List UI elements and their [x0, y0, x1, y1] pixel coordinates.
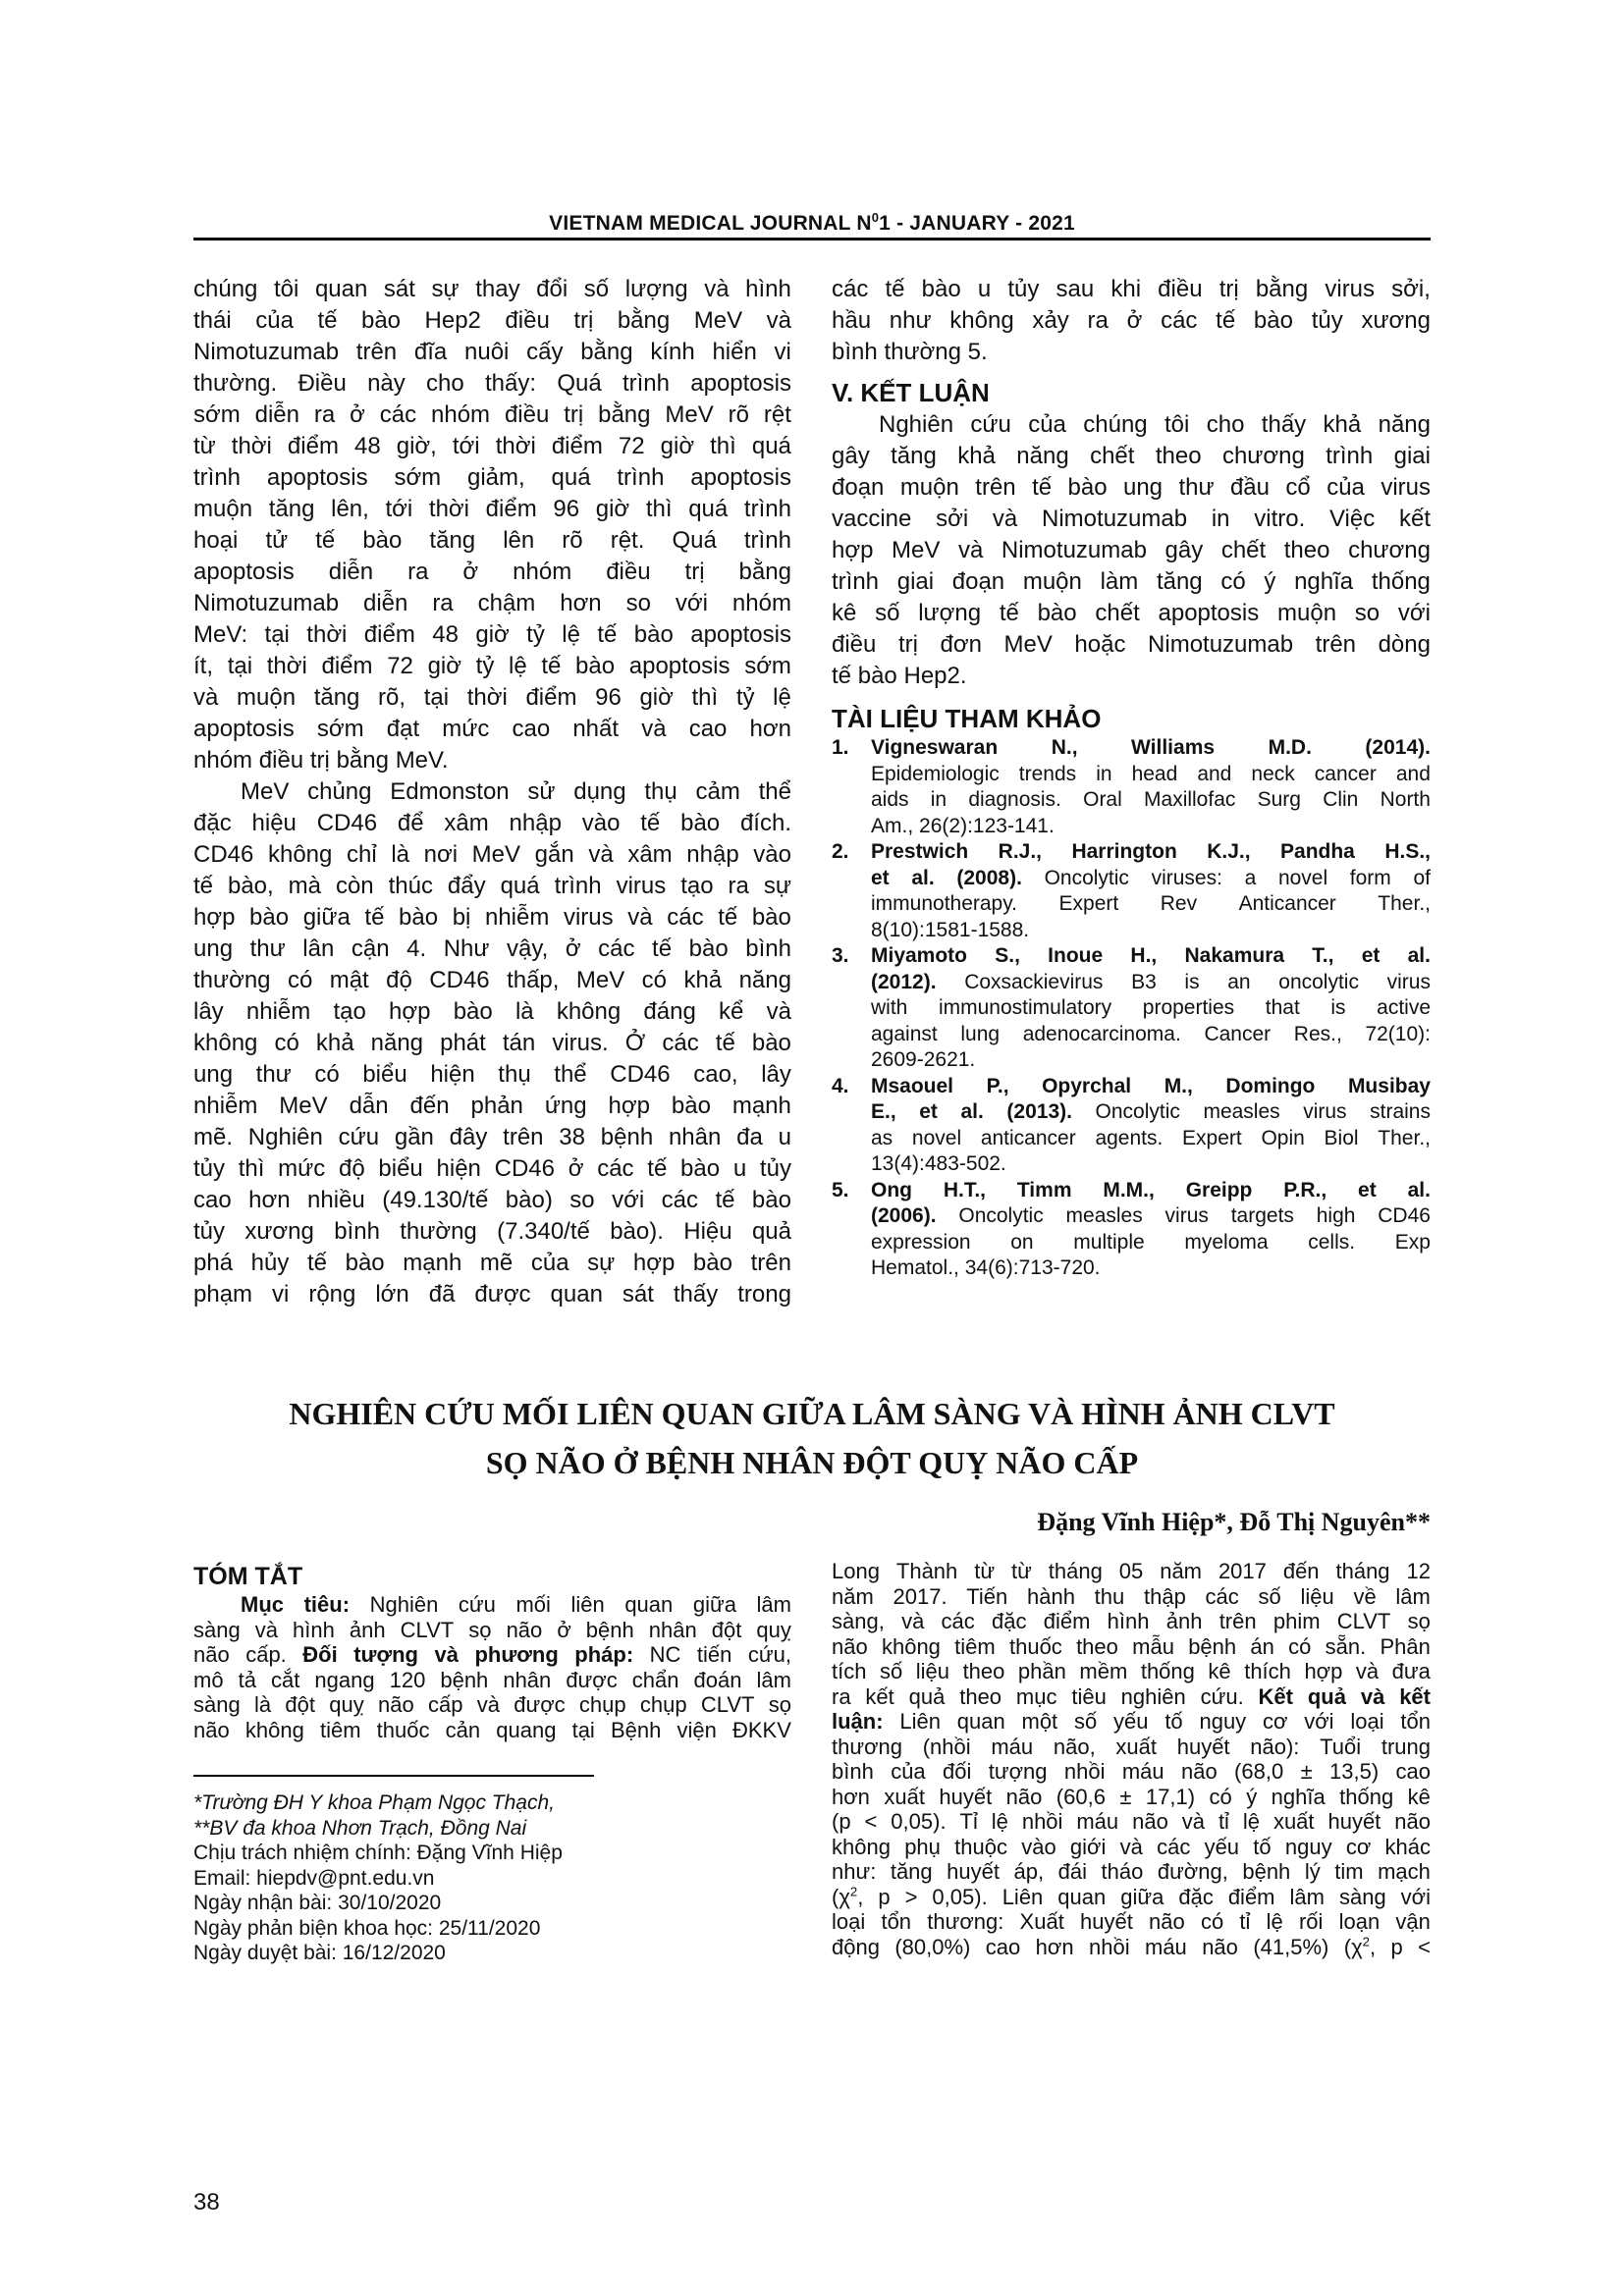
- text-line: bình của đối tượng nhồi máu não (68,0 ± 13,5) cao: [832, 1759, 1431, 1784]
- text-line: não không tiêm thuốc cản quang tại Bệnh viện ĐKKV: [193, 1717, 791, 1742]
- text-line: lây nhiễm tạo hợp bào là không đáng kể và: [193, 998, 791, 1025]
- text-segment: 2: [1362, 1934, 1370, 1949]
- text-line: 8(10):1581-1588.: [871, 918, 1030, 941]
- text-line: Am., 26(2):123-141.: [871, 814, 1055, 837]
- text-line: và muộn tăng rõ, tại thời điểm 96 giờ thì tỷ lệ: [193, 684, 791, 711]
- text-line: MeV chủng Edmonston sử dụng thụ cảm thể: [241, 778, 791, 805]
- footnote-rule: [193, 1775, 594, 1777]
- text-line: immunotherapy. Expert Rev Anticancer Ther.,: [871, 892, 1431, 915]
- text-line: sàng, và các đặc điểm hình ảnh trên phim CLVT sọ: [832, 1609, 1431, 1633]
- right-column: [832, 274, 1431, 1282]
- text-line: não cấp. Đối tượng và phương pháp: NC tiến cứu,: [193, 1642, 791, 1667]
- text-line: Nimotuzumab diễn ra chậm hơn so với nhóm: [193, 590, 791, 616]
- references-heading: TÀI LIỆU THAM KHẢO: [832, 704, 1102, 733]
- text-line: nhiễm MeV dẫn đến phản ứng hợp bào mạnh: [193, 1093, 791, 1119]
- text-line: như: tăng huyết áp, đái tháo đường, bệnh lý tim mạch: [832, 1859, 1431, 1884]
- text-line: kê số lượng tế bào chết apoptosis muộn so với: [832, 600, 1431, 626]
- issue-label: 1 - JANUARY - 2021: [879, 212, 1075, 235]
- footnote-line: Ngày phản biện khoa học: 25/11/2020: [193, 1916, 541, 1940]
- reference-text: [871, 1178, 1431, 1282]
- text-line: ra kết quả theo mục tiêu nghiên cứu. Kết quả và kết: [832, 1683, 1431, 1709]
- reference-item: [832, 1178, 1431, 1282]
- reference-number: 2.: [832, 840, 849, 863]
- text-line: đoạn muộn trên tế bào ung thư đầu cổ của virus: [832, 474, 1431, 501]
- text-line: thường. Điều này cho thấy: Quá trình apoptosis: [193, 370, 791, 397]
- text-line: Long Thành từ từ tháng 05 năm 2017 đến tháng 12: [832, 1559, 1431, 1583]
- text-line: against lung adenocarcinoma. Cancer Res., 72(10):: [871, 1022, 1431, 1045]
- text-line: Miyamoto S., Inoue H., Nakamura T., et al.: [871, 944, 1431, 967]
- abstract-paragraph: [193, 1592, 791, 1742]
- body-paragraph: [193, 274, 791, 776]
- reference-number: 4.: [832, 1074, 849, 1097]
- text-line: hầu như không xảy ra ở các tế bào tủy xương: [832, 307, 1431, 334]
- text-segment: , p > 0,05). Liên quan giữa đặc điểm lâm sàng với: [857, 1884, 1431, 1909]
- left-column: [193, 274, 791, 1310]
- abstract-left: [193, 1561, 791, 1742]
- text-line: as novel anticancer agents. Expert Opin Biol Ther.,: [871, 1126, 1431, 1149]
- text-line: tích số liệu theo phần mềm thống kê thích hợp và đưa: [832, 1659, 1431, 1683]
- text-line: mẽ. Nghiên cứu gần đây trên 38 bệnh nhân đa u: [193, 1124, 791, 1150]
- text-line: trình apoptosis sớm giảm, quá trình apoptosis: [193, 464, 791, 491]
- running-header: [0, 210, 1624, 236]
- number-mark: 0: [871, 210, 880, 225]
- footnotes: [193, 1790, 791, 1966]
- reference-number: 5.: [832, 1178, 849, 1201]
- reference-text: [871, 1074, 1431, 1178]
- text-line: 13(4):483-502.: [871, 1152, 1006, 1175]
- text-line: 2609-2621.: [871, 1048, 976, 1071]
- text-line: các tế bào u tủy sau khi điều trị bằng virus sởi,: [832, 276, 1431, 302]
- conclusion-heading: V. KẾT LUẬN: [832, 378, 990, 407]
- text-line: muộn tăng lên, tới thời điểm 96 giờ thì quá trình: [193, 496, 791, 522]
- abstract-right: [832, 1559, 1431, 1959]
- text-line: Msaouel P., Opyrchal M., Domingo Musibay: [871, 1074, 1431, 1097]
- text-line: apoptosis sớm đạt mức cao nhất và cao hơn: [193, 716, 791, 742]
- text-line: tế bào Hep2.: [832, 663, 967, 689]
- text-line: năm 2017. Tiến hành thu thập các số liệu về lâm: [832, 1583, 1431, 1609]
- authors: Đặng Vĩnh Hiệp*, Đỗ Thị Nguyên**: [1037, 1508, 1431, 1536]
- text-line: vaccine sởi và Nimotuzumab in vitro. Việc kết: [832, 506, 1431, 532]
- text-line: không phụ thuộc vào giới và các yếu tố nguy cơ khác: [832, 1834, 1431, 1859]
- text-line: [832, 1885, 1431, 1910]
- text-line: hợp bào giữa tế bào bị nhiễm virus và các tế bào: [193, 904, 791, 931]
- text-line: hơn xuất huyết não (60,6 ± 17,1) có ý nghĩa thống kê: [832, 1784, 1431, 1809]
- text-line: loại tổn thương: Xuất huyết não có tỉ lệ rối loạn vận: [832, 1909, 1431, 1934]
- footnote-line: Email: hiepdv@pnt.edu.vn: [193, 1866, 435, 1890]
- text-line: expression on multiple myeloma cells. Exp: [871, 1230, 1431, 1254]
- abstract-heading: TÓM TẮT: [193, 1563, 303, 1590]
- text-segment: (χ: [832, 1884, 850, 1909]
- reference-item: [832, 943, 1431, 1074]
- footnote-line: **BV đa khoa Nhơn Trạch, Đồng Nai: [193, 1816, 527, 1840]
- text-line: Prestwich R.J., Harrington K.J., Pandha H.S.,: [871, 840, 1431, 863]
- text-line: phạm vi rộng lớn đã được quan sát thấy trong: [193, 1281, 791, 1308]
- footnote-line: Ngày nhận bài: 30/10/2020: [193, 1892, 442, 1914]
- text-line: đặc hiệu CD46 để xâm nhập vào tế bào đích.: [193, 810, 791, 836]
- text-line: Vigneswaran N., Williams M.D. (2014).: [871, 736, 1431, 759]
- text-line: CD46 không chỉ là nơi MeV gắn và xâm nhập vào: [193, 841, 791, 868]
- text-line: Nghiên cứu của chúng tôi cho thấy khả năng: [879, 411, 1431, 438]
- reference-text: [871, 943, 1431, 1074]
- journal-name: VIETNAM MEDICAL JOURNAL N: [549, 212, 872, 235]
- text-line: ít, tại thời điểm 72 giờ tỷ lệ tế bào apoptosis sớm: [193, 653, 791, 679]
- text-line: Hematol., 34(6):713-720.: [871, 1256, 1101, 1279]
- text-line: chúng tôi quan sát sự thay đổi số lượng và hình: [193, 276, 791, 302]
- text-line: Ong H.T., Timm M.M., Greipp P.R., et al.: [871, 1178, 1431, 1201]
- text-line: thái của tế bào Hep2 điều trị bằng MeV và: [193, 307, 791, 334]
- text-line: with immunostimulatory properties that is active: [871, 996, 1431, 1019]
- text-segment: , p <: [1369, 1934, 1432, 1959]
- body-paragraph: [832, 274, 1431, 368]
- text-line: hợp MeV và Nimotuzumab gây chết theo chương: [832, 537, 1431, 563]
- text-line: ung thư có biểu hiện thụ thể CD46 cao, lây: [193, 1061, 791, 1088]
- text-line: luận: Liên quan một số yếu tố nguy cơ với loại tổn: [832, 1709, 1431, 1734]
- text-line: trình giai đoạn muộn làm tăng có ý nghĩa thống: [832, 568, 1431, 595]
- reference-item: [832, 1074, 1431, 1178]
- text-line: (p < 0,05). Tỉ lệ nhồi máu não và tỉ lệ xuất huyết não: [832, 1809, 1431, 1834]
- text-segment: 2: [849, 1884, 858, 1899]
- text-line: bình thường 5.: [832, 339, 988, 365]
- text-line: sàng là đột quỵ não cấp và được chụp chụp CLVT sọ: [193, 1692, 791, 1717]
- text-line: tủy xương bình thường (7.340/tế bào). Hiệu quả: [193, 1218, 791, 1245]
- text-line: điều trị đơn MeV hoặc Nimotuzumab trên dòng: [832, 631, 1431, 658]
- text-line: mô tả cắt ngang 120 bệnh nhân được chẩn đoán lâm: [193, 1667, 791, 1692]
- body-paragraph: [193, 776, 791, 1310]
- text-line: aids in diagnosis. Oral Maxillofac Surg Clin North: [871, 788, 1431, 811]
- page-number: 38: [193, 2189, 220, 2216]
- header-rule: [193, 238, 1431, 240]
- reference-item: [832, 839, 1431, 943]
- text-line: sớm diễn ra ở các nhóm điều trị bằng MeV rõ rệt: [193, 401, 791, 428]
- text-line: hoại tử tế bào tăng lên rõ rệt. Quá trình: [193, 527, 791, 554]
- reference-number: 3.: [832, 944, 849, 967]
- text-line: cao hơn nhiều (49.130/tế bào) so với các tế bào: [193, 1187, 791, 1213]
- footnote-line: Ngày duyệt bài: 16/12/2020: [193, 1942, 446, 1964]
- text-line: từ thời điểm 48 giờ, tới thời điểm 72 giờ thì quá: [193, 433, 791, 459]
- text-line: gây tăng khả năng chết theo chương trình giai: [832, 443, 1431, 469]
- footnote-line: Chịu trách nhiệm chính: Đặng Vĩnh Hiệp: [193, 1842, 563, 1864]
- conclusion-paragraph: [832, 409, 1431, 692]
- reference-item: [832, 735, 1431, 839]
- text-line: [832, 1935, 1431, 1960]
- text-line: Nimotuzumab trên đĩa nuôi cấy bằng kính hiển vi: [193, 339, 791, 365]
- reference-number: 1.: [832, 736, 849, 759]
- title-line: NGHIÊN CỨU MỐI LIÊN QUAN GIỮA LÂM SÀNG VÀ HÌNH ẢNH CLVT: [289, 1396, 1335, 1431]
- abstract-paragraph-continued: [832, 1559, 1431, 1959]
- text-line: et al. (2008). Oncolytic viruses: a novel form of: [871, 866, 1431, 889]
- text-line: tế bào, mà còn thúc đẩy quá trình virus tạo ra sự: [193, 873, 791, 899]
- article-title: [0, 1389, 1624, 1487]
- reference-text: [871, 839, 1431, 943]
- text-line: não không tiêm thuốc theo mẫu bệnh án có sẵn. Phân: [832, 1633, 1431, 1659]
- text-line: tủy thì mức độ biểu hiện CD46 ở các tế bào u tủy: [193, 1155, 791, 1182]
- text-line: thường có mật độ CD46 thấp, MeV có khả năng: [193, 967, 791, 993]
- text-line: Mục tiêu: Nghiên cứu mối liên quan giữa lâm: [241, 1592, 791, 1617]
- text-line: apoptosis diễn ra ở nhóm điều trị bằng: [193, 559, 791, 585]
- text-line: nhóm điều trị bằng MeV.: [193, 747, 449, 774]
- text-line: sàng và hình ảnh CLVT sọ não ở bệnh nhân đột quỵ: [193, 1617, 791, 1642]
- text-line: phá hủy tế bào mạnh mẽ của sự hợp bào trên: [193, 1250, 791, 1276]
- reference-list: [832, 735, 1431, 1282]
- text-line: thương (nhồi máu não, xuất huyết não): Tuổi trung: [832, 1734, 1431, 1759]
- text-line: MeV: tại thời điểm 48 giờ tỷ lệ tế bào apoptosis: [193, 621, 791, 648]
- reference-text: [871, 735, 1431, 839]
- text-segment: động (80,0%) cao hơn nhồi máu não (41,5%) (χ: [832, 1934, 1363, 1959]
- text-line: (2012). Coxsackievirus B3 is an oncolytic virus: [871, 970, 1431, 993]
- text-line: E., et al. (2013). Oncolytic measles virus strains: [871, 1100, 1431, 1123]
- text-line: Epidemiologic trends in head and neck cancer and: [871, 762, 1431, 785]
- text-line: không có khả năng phát tán virus. Ở các tế bào: [193, 1030, 791, 1056]
- text-line: ung thư lân cận 4. Như vậy, ở các tế bào bình: [193, 935, 791, 962]
- text-line: (2006). Oncolytic measles virus targets high CD46: [871, 1204, 1431, 1227]
- footnote-line: *Trường ĐH Y khoa Phạm Ngọc Thạch,: [193, 1791, 556, 1814]
- title-line: SỌ NÃO Ở BỆNH NHÂN ĐỘT QUỴ NÃO CẤP: [485, 1445, 1139, 1480]
